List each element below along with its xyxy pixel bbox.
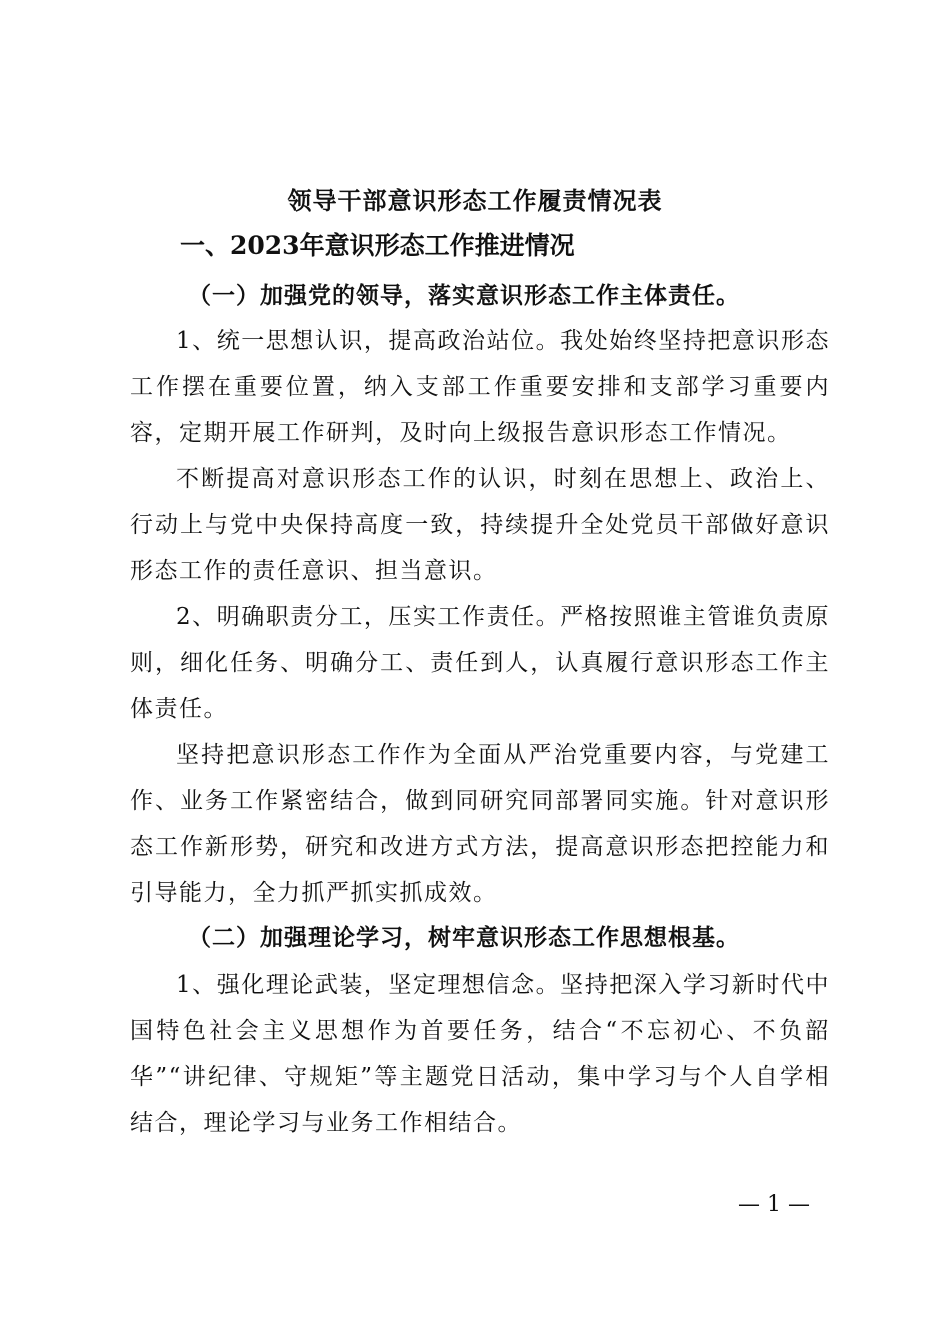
section-heading-1: 一、2023年意识形态工作推进情况 [180, 231, 575, 260]
paragraph-5: 1、强化理论武装，坚定理想信念。坚持把深入学习新时代中国特色社会主义思想作为首要任务，结合“不忘初心、不负韶华”“讲纪律、守规矩”等主题党日活动，集中学习与个人自学相结合，理论学习与业务工作相结合。 [130, 972, 830, 1136]
paragraph-3: 2、明确职责分工，压实工作责任。严格按照谁主管谁负责原则，细化任务、明确分工、责任到人，认真履行意识形态工作主体责任。 [130, 604, 830, 722]
page-number: — 1 — [738, 1192, 810, 1217]
document-title: 领导干部意识形态工作履责情况表 [287, 186, 663, 215]
subsection-heading-2: （二）加强理论学习，树牢意识形态工作思想根基。 [188, 924, 740, 951]
paragraph-2: 不断提高对意识形态工作的认识，时刻在思想上、政治上、行动上与党中央保持高度一致，持续提升全处党员干部做好意识形态工作的责任意识、担当意识。 [130, 466, 830, 584]
paragraph-1: 1、统一思想认识，提高政治站位。我处始终坚持把意识形态工作摆在重要位置，纳入支部工作重要安排和支部学习重要内容，定期开展工作研判，及时向上级报告意识形态工作情况。 [130, 328, 830, 446]
subsection-heading-1: （一）加强党的领导，落实意识形态工作主体责任。 [188, 282, 740, 309]
paragraph-4: 坚持把意识形态工作作为全面从严治党重要内容，与党建工作、业务工作紧密结合，做到同研究同部署同实施。针对意识形态工作新形势，研究和改进方式方法，提高意识形态把控能力和引导能力，全力抓严抓实抓成效。 [130, 742, 830, 906]
